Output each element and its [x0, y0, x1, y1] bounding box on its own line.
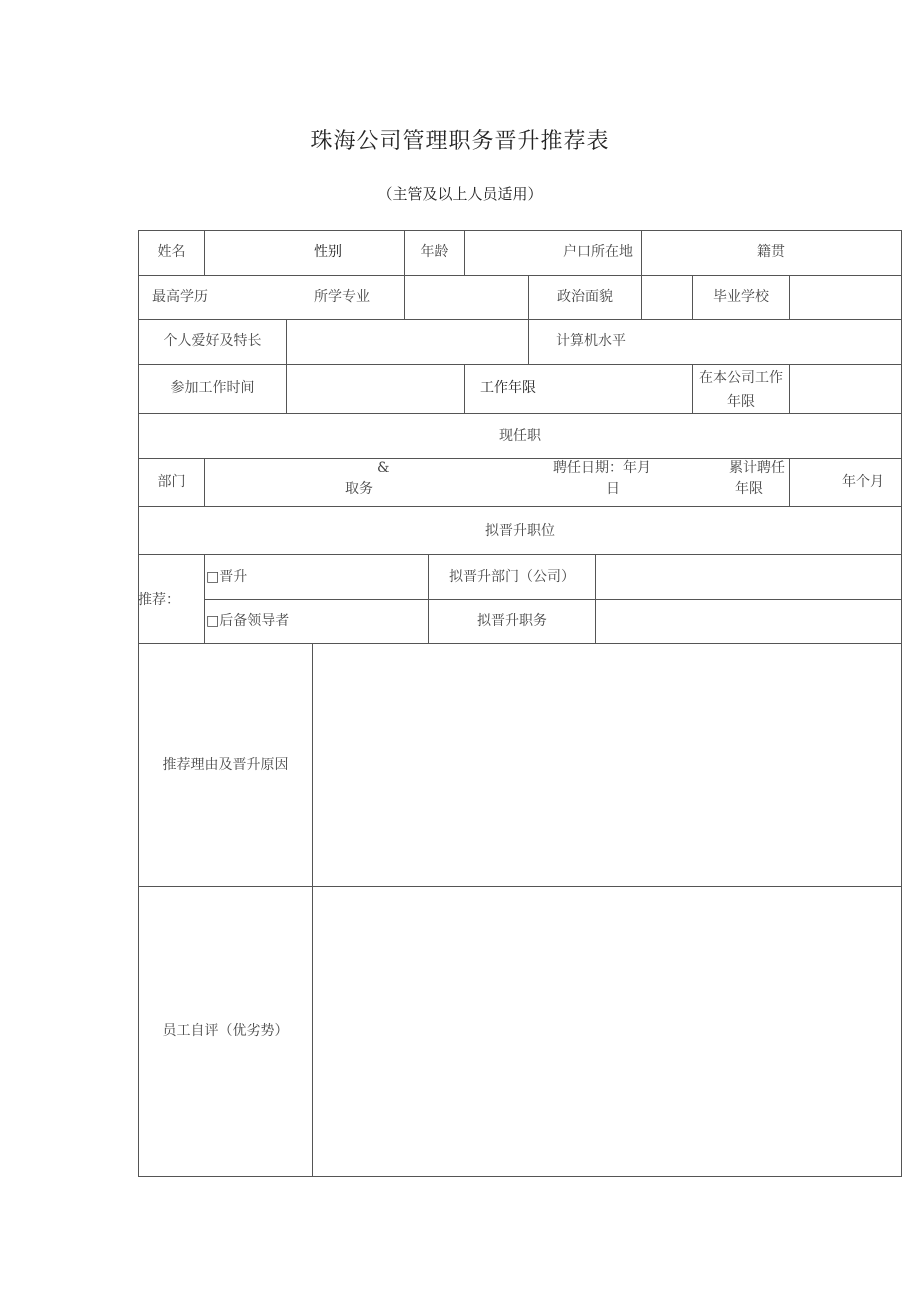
current-position-header: 现任职 — [499, 428, 541, 444]
position-label: 取务 — [345, 481, 373, 497]
cell-divider — [789, 458, 790, 506]
cell-divider — [595, 554, 596, 643]
gender-label: 性别 — [314, 244, 342, 260]
cell-divider — [204, 230, 205, 275]
form-top-border — [138, 230, 902, 231]
cell-divider — [204, 458, 205, 506]
hobby-label: 个人爱好及特长 — [163, 333, 262, 349]
page-subtitle: （主管及以上人员适用） — [377, 185, 543, 203]
total-years-label-line2: 年限 — [735, 481, 763, 497]
recommend-reason-field[interactable] — [314, 646, 899, 884]
self-evaluation-field[interactable] — [314, 889, 899, 1174]
hukou-label: 户口所在地 — [563, 244, 633, 260]
cell-divider — [641, 275, 642, 319]
cell-divider — [312, 643, 313, 1176]
work-start-label: 参加工作时间 — [170, 380, 255, 396]
school-label: 毕业学校 — [713, 289, 769, 305]
row-divider — [138, 413, 902, 414]
cell-divider — [204, 554, 205, 643]
department-label: 部门 — [157, 474, 186, 490]
page-title: 珠海公司管理职务晋升推荐表 — [310, 129, 610, 154]
cell-divider — [404, 275, 405, 319]
cell-divider — [286, 364, 287, 413]
hire-date-label-line1: 聘任日期：年月 — [553, 460, 651, 476]
name-field[interactable] — [206, 232, 306, 274]
row-divider — [138, 643, 902, 644]
row-divider — [138, 319, 902, 320]
age-label: 年龄 — [420, 244, 449, 260]
form-bottom-border — [138, 1176, 902, 1177]
company-years-label-line1: 在本公司工作 — [699, 370, 783, 386]
proposed-duty-label: 拟晋升职务 — [477, 613, 547, 629]
cell-divider — [528, 319, 529, 364]
cell-divider — [789, 275, 790, 319]
self-evaluation-label: 员工自评（优劣势） — [162, 1023, 289, 1039]
cell-divider — [789, 364, 790, 413]
education-label: 最高学历 — [152, 289, 208, 305]
cell-divider — [286, 319, 287, 364]
row-divider — [138, 506, 902, 507]
row-divider — [138, 275, 902, 276]
row-divider — [204, 599, 902, 600]
row-divider — [138, 364, 902, 365]
ampersand-text: & — [377, 460, 390, 476]
computer-level-label: 计算机水平 — [556, 333, 626, 349]
row-divider — [138, 458, 902, 459]
reserve-leader-checkbox[interactable]: □后备领导者 — [206, 613, 290, 629]
proposed-dept-label: 拟晋升部门（公司） — [449, 569, 575, 585]
form-right-border — [901, 230, 902, 1177]
total-years-label-line1: 累计聘任 — [729, 460, 785, 476]
row-divider — [138, 554, 902, 555]
recommend-label: 推荐： — [138, 592, 180, 608]
name-label: 姓名 — [157, 244, 186, 260]
cell-divider — [641, 230, 642, 275]
cell-divider — [464, 230, 465, 275]
hire-date-label-line2: 日 — [606, 481, 620, 497]
native-place-label: 籍贯 — [757, 244, 785, 260]
proposed-position-header: 拟晋升职位 — [485, 523, 555, 539]
promote-checkbox[interactable]: □晋升 — [206, 569, 248, 585]
company-years-label-line2: 年限 — [727, 394, 755, 410]
major-label: 所学专业 — [314, 289, 370, 305]
political-status-label: 政治面貌 — [557, 289, 613, 305]
recommend-reason-label: 推荐理由及晋升原因 — [162, 757, 289, 773]
row-divider — [138, 886, 902, 887]
years-months-text: 年个月 — [842, 474, 884, 490]
cell-divider — [464, 364, 465, 413]
work-years-label: 工作年限 — [480, 380, 536, 396]
